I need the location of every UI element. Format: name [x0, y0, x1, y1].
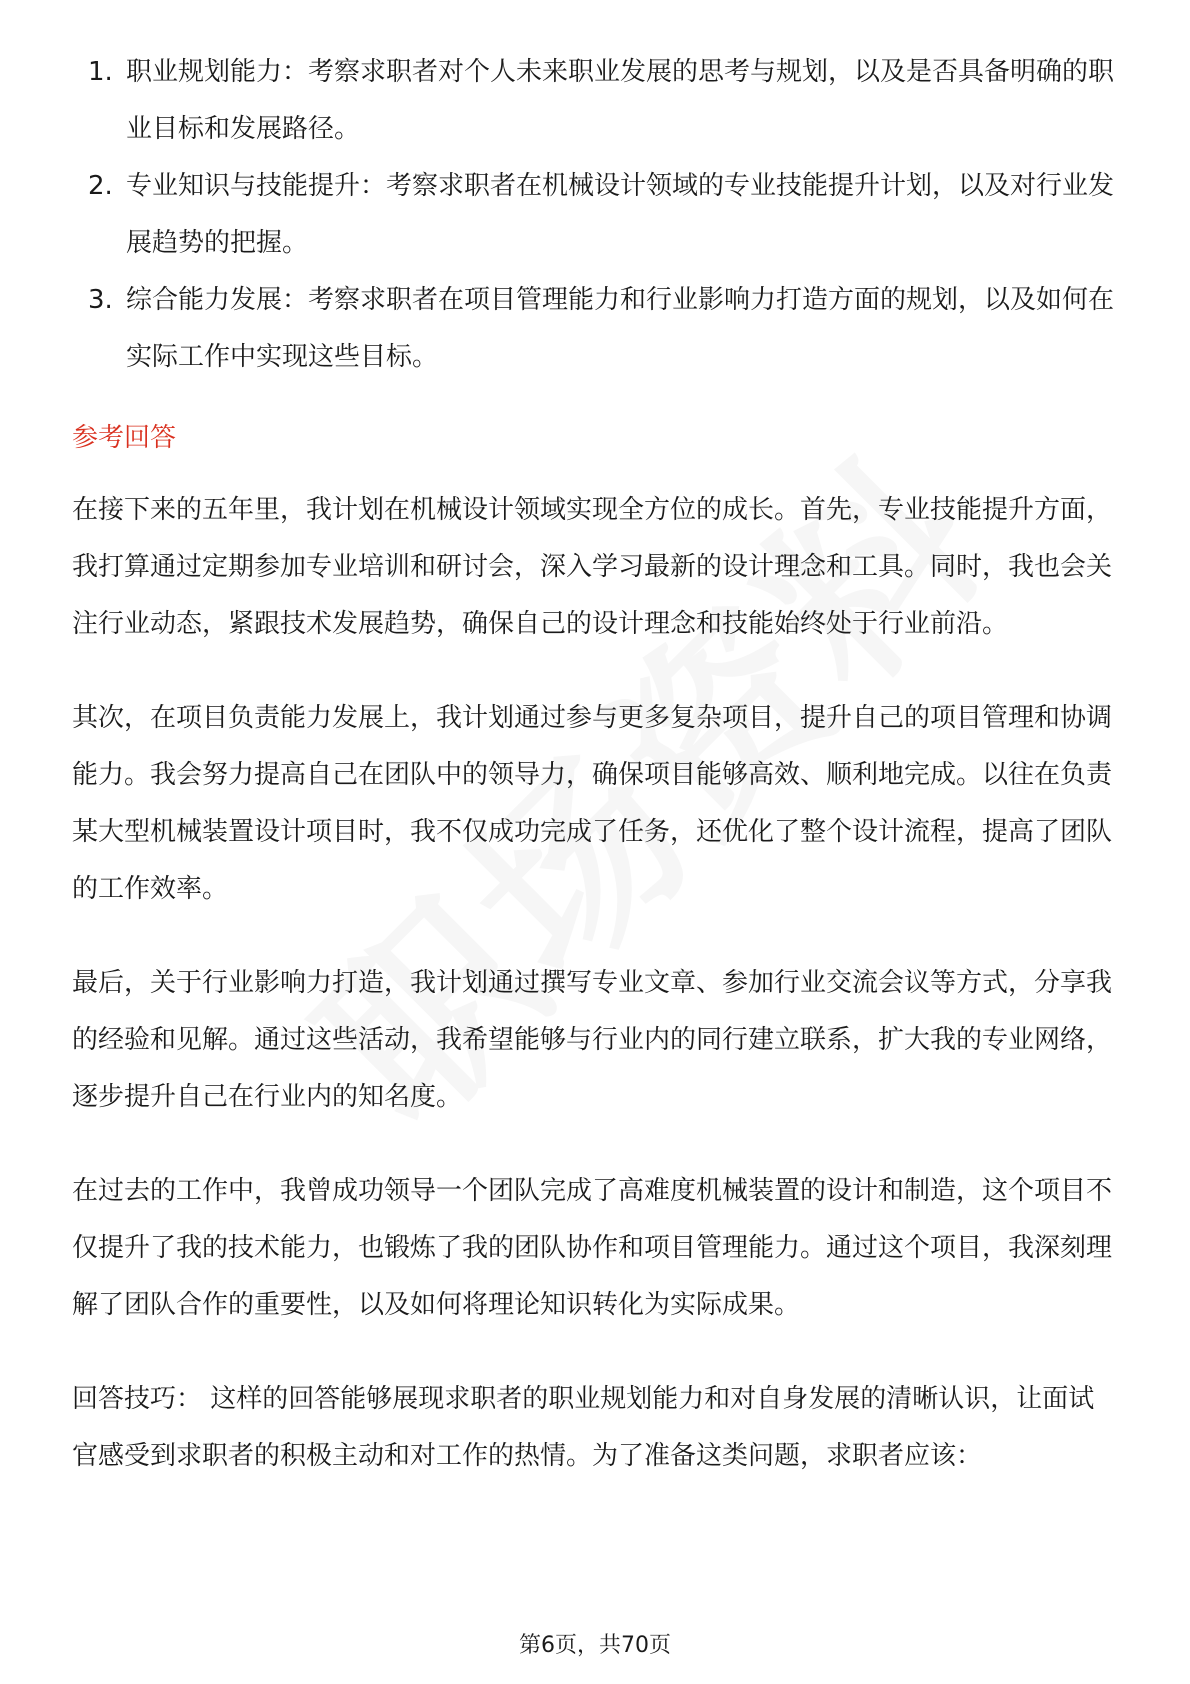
evaluation-points-list: [72, 44, 1120, 386]
answer-paragraph: 在接下来的五年里，我计划在机械设计领域实现全方位的成长。首先，专业技能提升方面，我打算通过定期参加专业培训和研讨会，深入学习最新的设计理念和工具。同时，我也会关注行业动态，紧跟技术发展趋势，确保自己的设计理念和技能始终处于行业前沿。: [72, 495, 1113, 639]
page-number-footer: 第6页，共70页: [519, 1633, 671, 1658]
list-item: [72, 158, 1120, 272]
reference-answer-heading: 参考回答: [72, 423, 177, 453]
answer-paragraph: 其次，在项目负责能力发展上，我计划通过参与更多复杂项目，提升自己的项目管理和协调能力。我会努力提高自己在团队中的领导力，确保项目能够高效、顺利地完成。以往在负责某大型机械装置设计项目时，我不仅成功完成了任务，还优化了整个设计流程，提高了团队的工作效率。: [72, 703, 1113, 904]
answer-tip-paragraph: 回答技巧： 这样的回答能够展现求职者的职业规划能力和对自身发展的清晰认识，让面试官感受到求职者的积极主动和对工作的热情。为了准备这类问题，求职者应该：: [72, 1384, 1095, 1471]
list-item-number: 1.: [88, 57, 113, 87]
answer-paragraph: 最后，关于行业影响力打造，我计划通过撰写专业文章、参加行业交流会议等方式，分享我的经验和见解。通过这些活动，我希望能够与行业内的同行建立联系，扩大我的专业网络，逐步提升自己在行业内的知名度。: [72, 968, 1113, 1112]
list-item: [72, 44, 1120, 158]
list-item-number: 3.: [88, 285, 113, 315]
list-item: [72, 272, 1120, 386]
answer-paragraph: 在过去的工作中，我曾成功领导一个团队完成了高难度机械装置的设计和制造，这个项目不仅提升了我的技术能力，也锻炼了我的团队协作和项目管理能力。通过这个项目，我深刻理解了团队合作的重要性，以及如何将理论知识转化为实际成果。: [72, 1176, 1113, 1320]
list-item-text: 综合能力发展：考察求职者在项目管理能力和行业影响力打造方面的规划，以及如何在实际工作中实现这些目标。: [126, 285, 1115, 372]
list-item-text: 专业知识与技能提升：考察求职者在机械设计领域的专业技能提升计划，以及对行业发展趋势的把握。: [126, 171, 1115, 258]
list-item-text: 职业规划能力：考察求职者对个人未来职业发展的思考与规划，以及是否具备明确的职业目标和发展路径。: [126, 57, 1115, 144]
list-item-number: 2.: [88, 171, 113, 201]
page-content: [72, 44, 1120, 1485]
